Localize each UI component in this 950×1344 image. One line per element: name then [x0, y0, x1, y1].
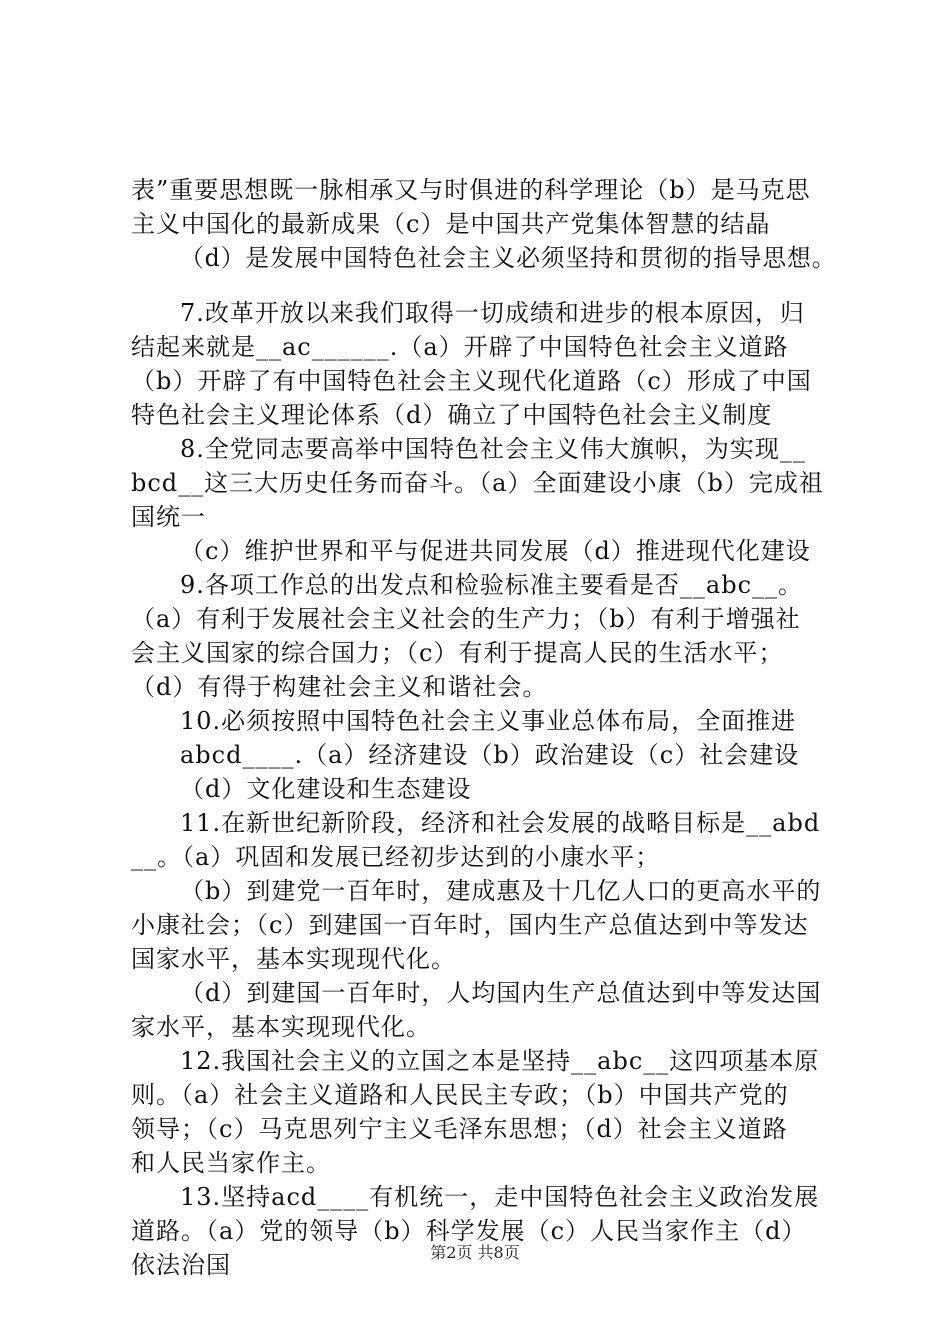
text-line: （c）维护世界和平与促进共同发展（d）推进现代化建设	[180, 537, 811, 565]
text-line: （b）到建党一百年时，建成惠及十几亿人口的更高水平的	[180, 877, 822, 905]
text-line: 11.在新世纪新阶段，经济和社会发展的战略目标是__abd	[180, 809, 821, 837]
text-line: 7.改革开放以来我们取得一切成绩和进步的根本原因，归	[180, 299, 805, 327]
text-line: （b）开辟了有中国特色社会主义现代化道路（c）形成了中国	[131, 367, 812, 395]
text-line: abcd____.（a）经济建设（b）政治建设（c）社会建设	[180, 741, 800, 769]
text-line: 13.坚持acd____有机统一，走中国特色社会主义政治发展	[180, 1183, 820, 1211]
text-line: （d）有得于构建社会主义和谐社会。	[131, 673, 548, 701]
text-line: 8.全党同志要高举中国特色社会主义伟大旗帜，为实现__	[180, 435, 806, 463]
text-line: 主义中国化的最新成果（c）是中国共产党集体智慧的结晶	[131, 210, 771, 238]
text-line: 小康社会；（c）到建国一百年时，国内生产总值达到中等发达	[131, 911, 809, 939]
text-line: （a）有利于发展社会主义社会的生产力；（b）有利于增强社	[131, 605, 801, 633]
text-line: 领导；（c）马克思列宁主义毛泽东思想；（d）社会主义道路	[131, 1115, 788, 1143]
text-line: （d）到建国一百年时，人均国内生产总值达到中等发达国	[180, 979, 822, 1007]
text-line: 9.各项工作总的出发点和检验标准主要看是否__abc__。	[180, 571, 804, 599]
page-footer: 第2页 共8页	[430, 1243, 520, 1262]
text-line: （d）是发展中国特色社会主义必须坚持和贯彻的指导思想。	[180, 244, 837, 272]
text-line: bcd__这三大历史任务而奋斗。（a）全面建设小康（b）完成祖	[131, 469, 824, 497]
text-line: 特色社会主义理论体系（d）确立了中国特色社会主义制度	[131, 401, 773, 429]
text-line: 结起来就是__ac______.（a）开辟了中国特色社会主义道路	[131, 333, 789, 361]
text-line: 表”重要思想既一脉相承又与时俱进的科学理论（b）是马克思	[131, 176, 811, 204]
text-line: 和人民当家作主。	[131, 1149, 331, 1177]
text-line: 12.我国社会主义的立国之本是坚持__abc__这四项基本原	[180, 1047, 820, 1075]
text-line: 10.必须按照中国特色社会主义事业总体布局，全面推进	[180, 707, 797, 735]
text-line: 依法治国	[131, 1251, 231, 1279]
text-line: 则。（a）社会主义道路和人民民主专政；（b）中国共产党的	[131, 1081, 789, 1109]
text-line: （d）文化建设和生态建设	[180, 775, 472, 803]
text-line: 国统一	[131, 503, 206, 531]
text-line: 国家水平，基本实现现代化。	[131, 945, 456, 973]
text-line: __。（a）巩固和发展已经初步达到的小康水平；	[131, 843, 661, 871]
text-line: 会主义国家的综合国力；（c）有利于提高人民的生活水平；	[131, 639, 784, 667]
text-line: 道路。（a）党的领导（b）科学发展（c）人民当家作主（d）	[131, 1217, 807, 1245]
text-line: 家水平，基本实现现代化。	[131, 1013, 431, 1041]
